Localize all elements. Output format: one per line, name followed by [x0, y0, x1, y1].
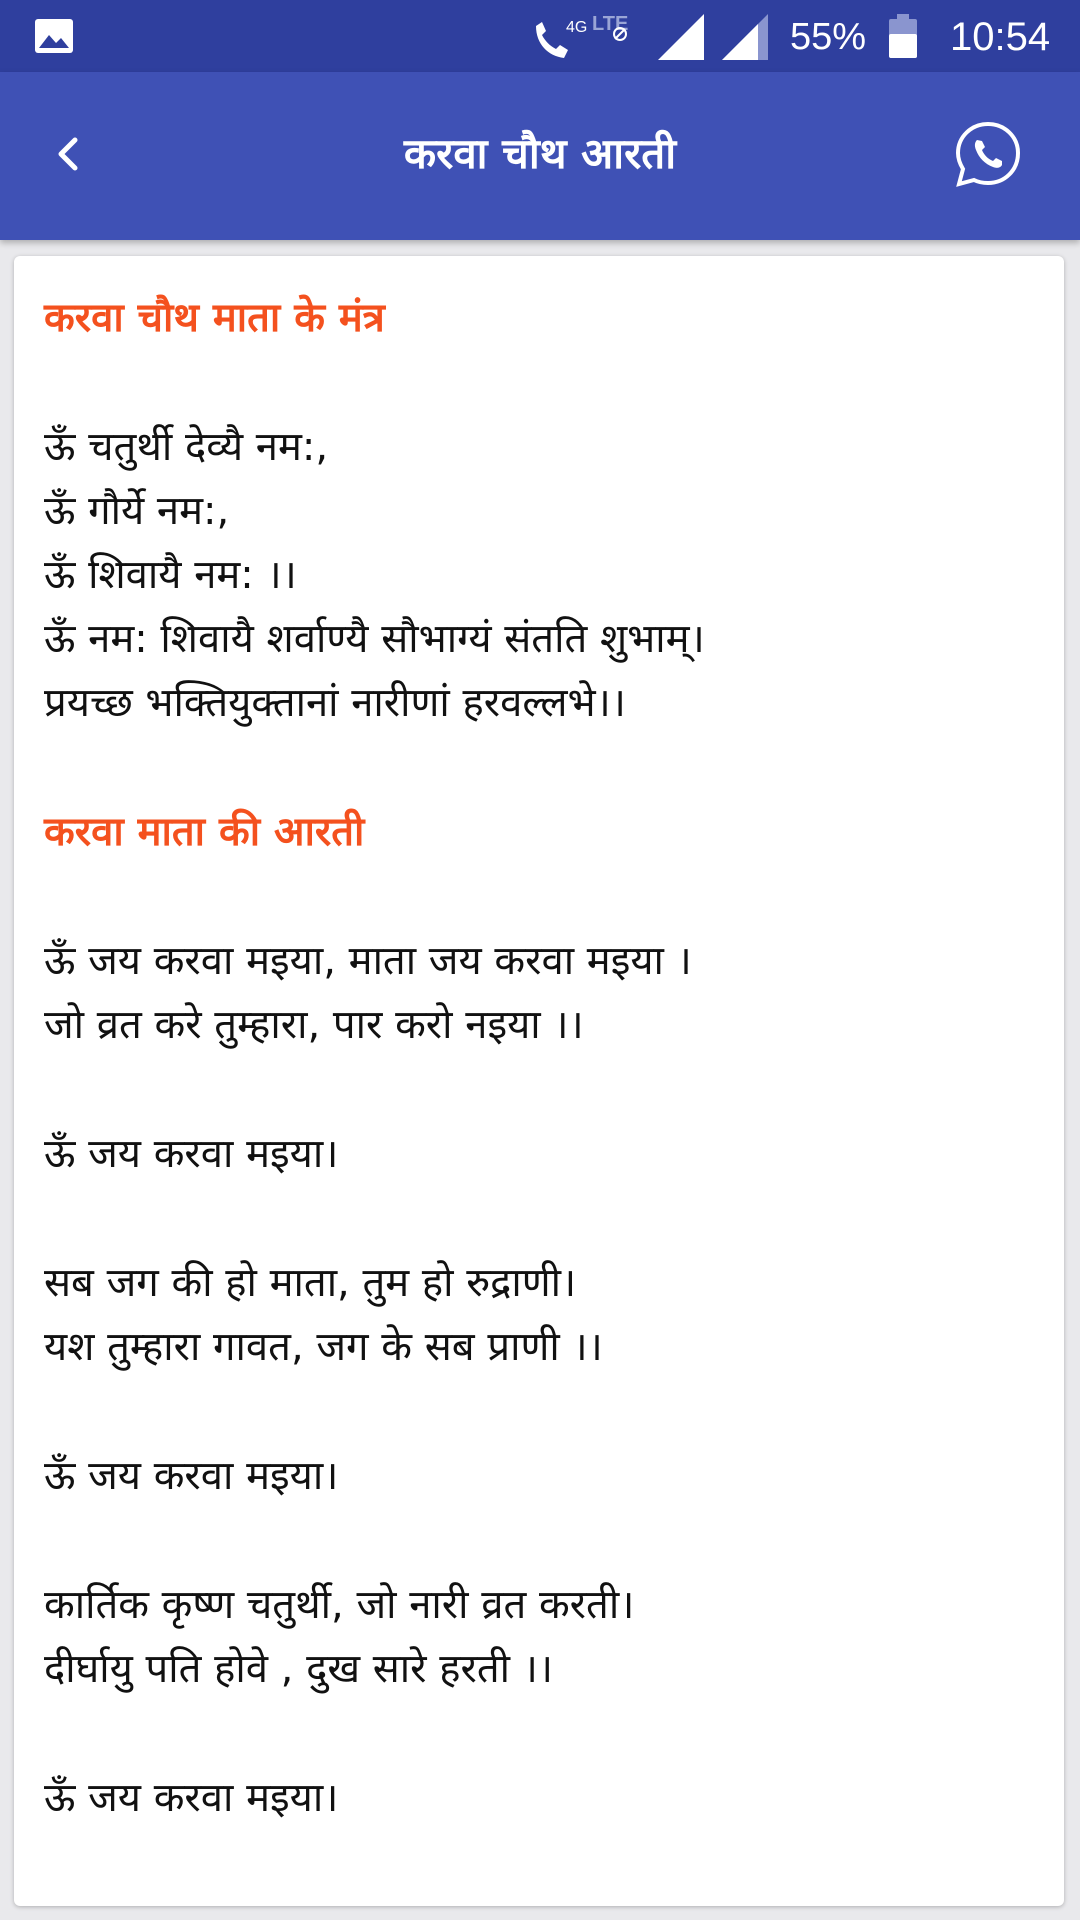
article-body	[44, 286, 1044, 1830]
clock: 10:54	[950, 15, 1051, 59]
aarti-refrain: ऊँ जय करवा मइया।	[44, 1131, 339, 1177]
network-label: 4G	[566, 19, 588, 36]
aarti-refrain: ऊँ जय करवा मइया।	[44, 1775, 339, 1821]
aarti-line: जो व्रत करे तुम्हारा, पार करो नइया ।।	[44, 1002, 584, 1048]
wifi-call-icon	[528, 14, 592, 62]
app-bar	[0, 72, 1080, 240]
battery-percentage: 55%	[790, 16, 867, 58]
section-heading-mantra: करवा चौथ माता के मंत्र	[44, 295, 385, 341]
mantra-line: ऊँ नम: शिवायै शर्वाण्यै सौभाग्यं संतति शुभाम्।	[44, 616, 705, 662]
status-bar	[0, 0, 1080, 72]
gallery-notification-icon	[34, 18, 74, 54]
aarti-refrain: ऊँ जय करवा मइया।	[44, 1453, 339, 1499]
mantra-line: ऊँ शिवायै नम: ।।	[44, 552, 297, 598]
content-card	[14, 256, 1064, 1906]
signal-strength-icon	[722, 14, 768, 60]
lte-icon	[590, 10, 648, 46]
mantra-line: ऊँ गौर्ये नम:,	[44, 488, 230, 534]
section-heading-aarti: करवा माता की आरती	[44, 809, 365, 855]
mantra-line: ऊँ चतुर्थी देव्यै नम:,	[44, 424, 329, 470]
back-button[interactable]	[36, 122, 100, 186]
aarti-line: कार्तिक कृष्ण चतुर्थी, जो नारी व्रत करती।	[44, 1582, 635, 1628]
lte-label: LTE	[592, 13, 629, 35]
page-title: करवा चौथ आरती	[403, 129, 677, 178]
signal-strength-icon	[658, 14, 704, 60]
aarti-line: सब जग की हो माता, तुम हो रुद्राणी।	[44, 1260, 577, 1306]
mantra-line: प्रयच्छ भक्तियुक्तानां नारीणां हरवल्लभे।।	[44, 680, 626, 726]
aarti-line: यश तुम्हारा गावत, जग के सब प्राणी ।।	[44, 1324, 603, 1370]
aarti-line: दीर्घायु पति होवे , दुख सारे हरती ।।	[44, 1646, 554, 1692]
chevron-left-icon	[51, 134, 85, 174]
whatsapp-share-icon[interactable]	[952, 118, 1024, 190]
battery-icon	[889, 14, 917, 58]
aarti-line: ऊँ जय करवा मइया, माता जय करवा मइया ।	[44, 938, 692, 984]
